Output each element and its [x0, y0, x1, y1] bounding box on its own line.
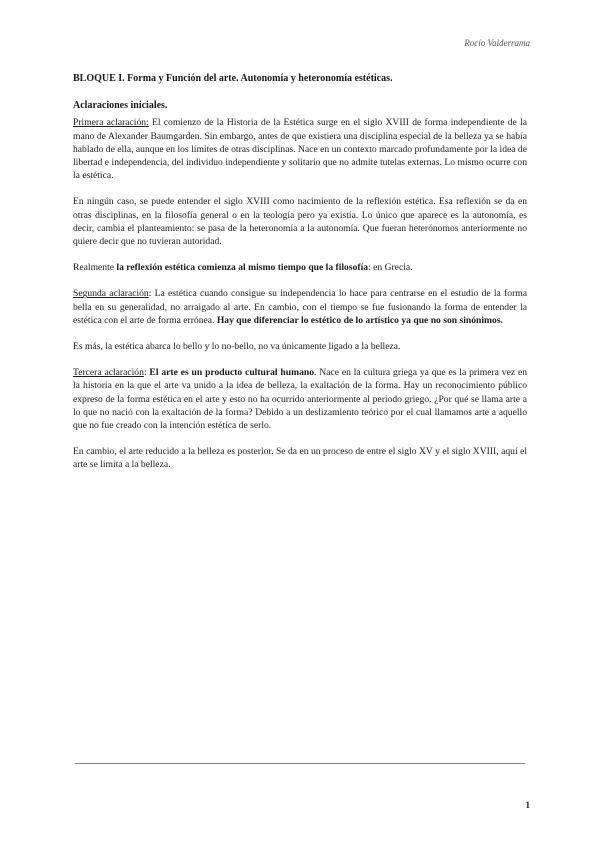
paragraph-tercera-aclaracion	[73, 366, 527, 432]
paragraph-text: Realmente	[73, 262, 117, 274]
paragraph-text: : La estética cuando consigue su independencia lo hace para centrarse en el estudio de la forma bella en su generalidad, no arraigado al arte. En cambio, con el tiempo se fue fusionando la forma de entender la estética con el arte de forma errónea.	[73, 288, 527, 326]
paragraph-primera-aclaracion	[73, 116, 527, 182]
label-primera-aclaracion: Primera aclaración:	[73, 117, 149, 129]
paragraph-grecia	[73, 261, 527, 274]
document-title: BLOQUE I. Forma y Función del arte. Autonomía y heteronomía estéticas.	[73, 73, 393, 84]
label-tercera-aclaracion: Tercera aclaración	[73, 367, 144, 379]
bold-text: la reflexión estética comienza al mismo tiempo que la filosofía	[116, 262, 369, 274]
document-body	[73, 72, 527, 485]
paragraph-text: Es más, la estética abarca lo bello y lo no-bello, no va únicamente ligado a la belleza.	[73, 341, 401, 353]
bold-text: Hay que diferenciar lo estético de lo artístico ya que no son sinónimos.	[216, 314, 503, 326]
paragraph-arte-reducido	[73, 445, 527, 471]
paragraph-text: En ningún caso, se puede entender el siglo XVIII como nacimiento de la reflexión estética. Esa reflexión se da en otras disciplinas, en la filosofía general o en la teología pero ya existía. Lo único que aparece es la autonomía, es decir, cambia el planteamiento: se pasa de la heteronomía a la autonomía. Que fueran heterónomos anteriormente no quiere decir que no tuvieran autoridad.	[73, 196, 527, 248]
footer-divider	[75, 763, 525, 764]
paragraph-text: El comienzo de la Historia de la Estética surge en el siglo XVIII de forma independiente de la mano de Alexander Baumgarden. Sin embargo, antes de que existiera una disciplina especial de la belleza ya se había hablado de ella, aunque en los límites de otras disciplinas. Nace en un contexto marcado profundamente por la idea de libertad e independencia, del individuo independiente y solitario que no admite tutelas externas. Lo mismo ocurre con la estética.	[73, 117, 528, 182]
paragraph-segunda-aclaracion	[73, 287, 527, 327]
paragraph-text: :	[143, 367, 150, 379]
paragraph-siglo-xviii	[73, 195, 527, 248]
paragraph-text: : en Grecia.	[368, 262, 413, 274]
paragraph-text: . Nace en la cultura griega ya que es la primera vez en la historia en la que el arte va unido a la idea de belleza, la exaltación de la forma. Hay un reconocimiento público expreso de la forma estética en el arte y esto no ha ocurrido anteriormente al periodo griego. ¿Por qué se llama arte a lo que no nació con la exaltación de la forma? Debido a un deslizamiento teórico por el cual llamamos arte a aquello que no fue creado con la intención estética de serlo.	[73, 367, 527, 432]
header-author: Rocío Valderrama	[464, 38, 530, 48]
label-segunda-aclaracion: Segunda aclaración	[73, 288, 149, 300]
page-number: 1	[525, 800, 530, 810]
section-heading: Aclaraciones iniciales.	[73, 100, 168, 112]
paragraph-text: En cambio, el arte reducido a la belleza es posterior. Se da en un proceso de entre el siglo XV y el siglo XVIII, aquí el arte se limita a la belleza.	[73, 446, 527, 471]
paragraph-estetica-abarca	[73, 340, 527, 353]
bold-text: El arte es un producto cultural humano	[149, 367, 315, 379]
